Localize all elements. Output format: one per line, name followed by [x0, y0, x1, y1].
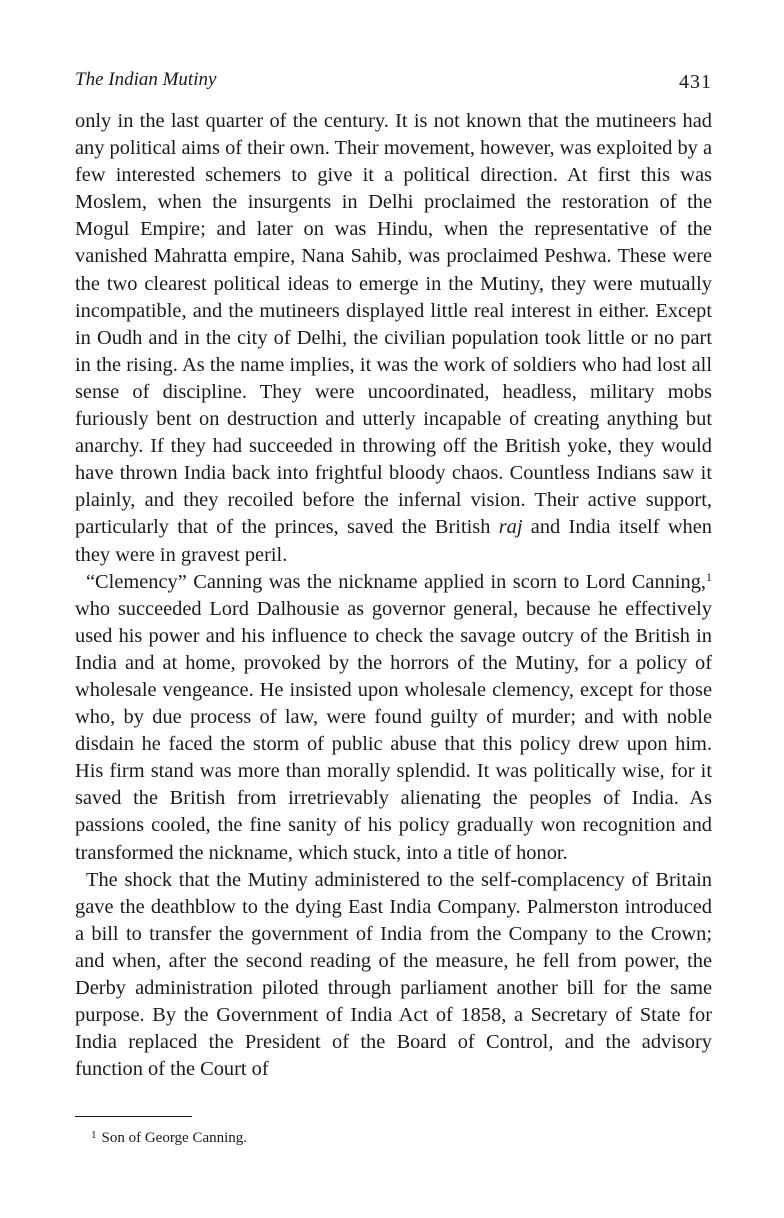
page-number: 431 — [679, 71, 712, 93]
paragraph-text: only in the last quarter of the century. It is not known that the mutineers had any political aims of their own. Their movement, however, was exploited by a few interested schemers to give it a political direction. At first this was Moslem, when the insurgents in Delhi proclaimed the restoration of the Mogul Empire; and later on was Hindu, when the representative of the vanished Mahratta empire, Nana Sahib, was proclaimed Peshwa. These were the two clearest political ideas to emerge in the Mutiny, they were mutually incompatible, and the mutineers displayed little real interest in either. Except in Oudh and in the city of Delhi, the civilian population took little or no part in the rising. As the name implies, it was the work of soldiers who had lost all sense of discipline. They were uncoordinated, headless, military mobs furiously bent on destruction and utterly incapable of creating anything but anarchy. If they had succeeded in throwing off the British yoke, they would have thrown India back into frightful bloody chaos. Countless Indians saw it plainly, and they recoiled before the infernal vision. Their active support, particularly that of the princes, saved the British — [75, 110, 712, 539]
paragraph-clemency-canning — [75, 569, 712, 867]
paragraph-text: “Clemency” Canning was the nickname applied in scorn to Lord Canning, — [86, 570, 706, 593]
book-page — [75, 60, 712, 1083]
footnote-text: Son of George Canning. — [101, 1130, 248, 1146]
paragraph-east-india-company: The shock that the Mutiny administered to the self-complacency of Britain gave the deathblow to the dying East India Company. Palmerston introduced a bill to transfer the government of India from the Company to the Crown; and when, after the second reading of the measure, he fell from power, the Derby administration piloted through parliament another bill for the same purpose. By the Government of India Act of 1858, a Secretary of State for India replaced the President of the Board of Control, and the advisory function of the Court of — [75, 868, 712, 1081]
body-text — [75, 108, 712, 1083]
running-head — [75, 60, 712, 100]
paragraph-text: who succeeded Lord Dalhousie as governor general, because he effectively used his power and his influence to check the savage outcry of the British in India and at home, provoked by the horrors of the Mutiny, for a policy of wholesale vengeance. He insisted upon wholesale clemency, except for those who, by due process of law, were found guilty of murder; and with noble disdain he faced the storm of public abuse that this policy drew upon him. His firm stand was more than morally splendid. It was politically wise, for it saved the British from irretrievably alienating the peoples of India. As passions cooled, the fine sanity of his policy gradually won recognition and transformed the nickname, which stuck, into a title of honor. — [75, 597, 712, 864]
footnote-marker: 1 — [91, 1129, 97, 1141]
footnote — [91, 1125, 247, 1148]
footnote-reference[interactable]: 1 — [706, 569, 712, 584]
running-title: The Indian Mutiny — [75, 69, 217, 90]
italic-term-raj: raj — [498, 516, 523, 539]
footnote-divider — [75, 1116, 192, 1117]
paragraph-mutiny-politics — [75, 108, 712, 569]
paragraph-text: and India itself when they were in gravest peril. — [75, 516, 712, 566]
